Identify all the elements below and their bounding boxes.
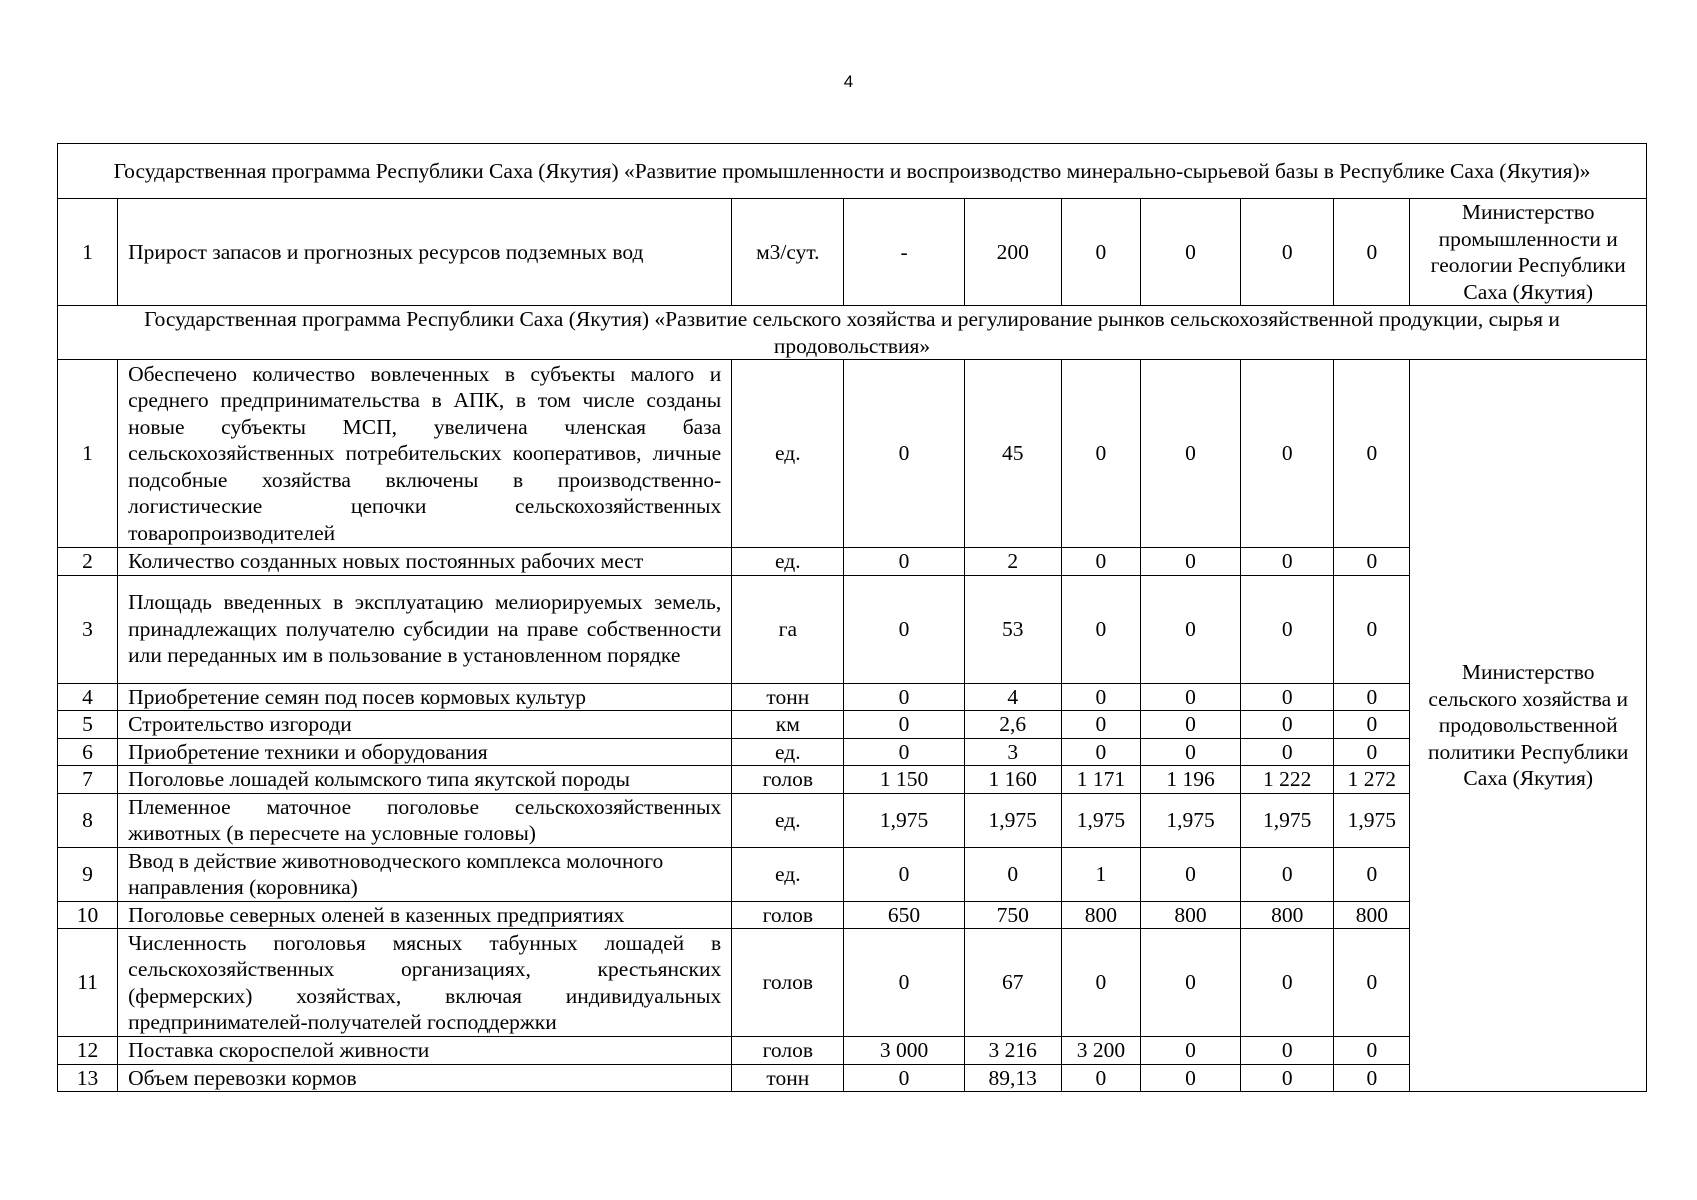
value-cell: 0 xyxy=(964,847,1061,901)
value-cell: - xyxy=(844,199,964,306)
value-cell: 0 xyxy=(844,929,964,1037)
value-cell: 0 xyxy=(1334,199,1410,306)
value-cell: 0 xyxy=(1061,683,1140,711)
row-number: 13 xyxy=(58,1064,118,1092)
responsible-ministry: Министерство сельского хозяйства и продовольственной политики Республики Саха (Якутия) xyxy=(1410,360,1647,1092)
value-cell: 1 171 xyxy=(1061,766,1140,794)
value-cell: 0 xyxy=(844,738,964,766)
table-row xyxy=(58,575,1647,683)
value-cell: 800 xyxy=(1061,901,1140,929)
row-number: 8 xyxy=(58,793,118,847)
value-cell: 0 xyxy=(1334,548,1410,576)
unit-cell: км xyxy=(732,711,844,739)
indicator-name: Поголовье северных оленей в казенных предприятиях xyxy=(118,901,732,929)
value-cell: 53 xyxy=(964,575,1061,683)
unit-cell: ед. xyxy=(732,360,844,548)
unit-cell: тонн xyxy=(732,1064,844,1092)
program-title-agriculture: Государственная программа Республики Саха (Якутия) «Развитие сельского хозяйства и регулирование рынков сельскохозяйственной продукции, сырья и продовольствия» xyxy=(58,306,1647,360)
value-cell: 3 200 xyxy=(1061,1037,1140,1065)
unit-cell: тонн xyxy=(732,683,844,711)
value-cell: 1 272 xyxy=(1334,766,1410,794)
value-cell: 1 160 xyxy=(964,766,1061,794)
value-cell: 89,13 xyxy=(964,1064,1061,1092)
value-cell: 2 xyxy=(964,548,1061,576)
value-cell: 0 xyxy=(1061,575,1140,683)
unit-cell: м3/сут. xyxy=(732,199,844,306)
value-cell: 0 xyxy=(1140,1037,1240,1065)
value-cell: 0 xyxy=(1061,360,1140,548)
value-cell: 650 xyxy=(844,901,964,929)
row-number: 10 xyxy=(58,901,118,929)
value-cell: 0 xyxy=(1241,199,1334,306)
value-cell: 0 xyxy=(1334,847,1410,901)
value-cell: 3 xyxy=(964,738,1061,766)
unit-cell: голов xyxy=(732,929,844,1037)
row-number: 6 xyxy=(58,738,118,766)
value-cell: 0 xyxy=(1140,360,1240,548)
value-cell: 0 xyxy=(1140,575,1240,683)
value-cell: 0 xyxy=(1061,711,1140,739)
table-row xyxy=(58,793,1647,847)
value-cell: 45 xyxy=(964,360,1061,548)
indicator-name: Объем перевозки кормов xyxy=(118,1064,732,1092)
row-number: 12 xyxy=(58,1037,118,1065)
value-cell: 0 xyxy=(1334,929,1410,1037)
table-row xyxy=(58,847,1647,901)
value-cell: 67 xyxy=(964,929,1061,1037)
unit-cell: голов xyxy=(732,1037,844,1065)
value-cell: 750 xyxy=(964,901,1061,929)
indicator-name: Поставка скороспелой живности xyxy=(118,1037,732,1065)
row-number: 7 xyxy=(58,766,118,794)
value-cell: 0 xyxy=(1061,548,1140,576)
value-cell: 0 xyxy=(1241,711,1334,739)
unit-cell: га xyxy=(732,575,844,683)
unit-cell: ед. xyxy=(732,847,844,901)
row-number: 1 xyxy=(58,360,118,548)
value-cell: 2,6 xyxy=(964,711,1061,739)
table-row xyxy=(58,711,1647,739)
value-cell: 0 xyxy=(1061,1064,1140,1092)
table-row xyxy=(58,766,1647,794)
value-cell: 1 222 xyxy=(1241,766,1334,794)
unit-cell: ед. xyxy=(732,738,844,766)
value-cell: 1,975 xyxy=(1140,793,1240,847)
row-number: 9 xyxy=(58,847,118,901)
value-cell: 1 xyxy=(1061,847,1140,901)
value-cell: 0 xyxy=(1241,575,1334,683)
value-cell: 0 xyxy=(1140,711,1240,739)
value-cell: 800 xyxy=(1334,901,1410,929)
value-cell: 1,975 xyxy=(844,793,964,847)
indicator-name: Поголовье лошадей колымского типа якутской породы xyxy=(118,766,732,794)
value-cell: 0 xyxy=(1334,1037,1410,1065)
value-cell: 4 xyxy=(964,683,1061,711)
program-title-industry: Государственная программа Республики Саха (Якутия) «Развитие промышленности и воспроизводство минерально-сырьевой базы в Республике Саха (Якутия)» xyxy=(58,144,1647,199)
value-cell: 0 xyxy=(1241,683,1334,711)
value-cell: 0 xyxy=(1334,683,1410,711)
value-cell: 200 xyxy=(964,199,1061,306)
value-cell: 1,975 xyxy=(1241,793,1334,847)
indicator-name: Племенное маточное поголовье сельскохозяйственных животных (в пересчете на условные головы) xyxy=(118,793,732,847)
table-row xyxy=(58,1064,1647,1092)
responsible-ministry: Министерство промышленности и геологии Республики Саха (Якутия) xyxy=(1410,199,1647,306)
value-cell: 0 xyxy=(1140,847,1240,901)
value-cell: 0 xyxy=(1241,1064,1334,1092)
page-number: 4 xyxy=(843,72,854,91)
indicator-name: Площадь введенных в эксплуатацию мелиорируемых земель, принадлежащих получателю субсидии на праве собственности или переданных им в пользование в установленном порядке xyxy=(118,575,732,683)
indicator-name: Приобретение семян под посев кормовых культур xyxy=(118,683,732,711)
row-number: 1 xyxy=(58,199,118,306)
unit-cell: ед. xyxy=(732,793,844,847)
value-cell: 0 xyxy=(844,360,964,548)
table-row xyxy=(58,1037,1647,1065)
value-cell: 0 xyxy=(1334,738,1410,766)
row-number: 3 xyxy=(58,575,118,683)
table-row xyxy=(58,360,1647,548)
table-row xyxy=(58,901,1647,929)
row-number: 4 xyxy=(58,683,118,711)
value-cell: 0 xyxy=(1241,738,1334,766)
value-cell: 3 216 xyxy=(964,1037,1061,1065)
unit-cell: голов xyxy=(732,901,844,929)
value-cell: 0 xyxy=(1061,738,1140,766)
indicator-name: Прирост запасов и прогнозных ресурсов подземных вод xyxy=(118,199,732,306)
table-row xyxy=(58,548,1647,576)
value-cell: 0 xyxy=(1140,738,1240,766)
table-row xyxy=(58,929,1647,1037)
value-cell: 0 xyxy=(1140,683,1240,711)
indicator-name: Обеспечено количество вовлеченных в субъекты малого и среднего предпринимательства в АПК, в том числе созданы новые субъекты МСП, увеличена членская база сельскохозяйственных потребительских кооперативов, личные подсобные хозяйства включены в производственно-логистические цепочки сельскохозяйственных товаропроизводителей xyxy=(118,360,732,548)
value-cell: 3 000 xyxy=(844,1037,964,1065)
table-row xyxy=(58,738,1647,766)
value-cell: 0 xyxy=(1061,929,1140,1037)
value-cell: 1,975 xyxy=(1334,793,1410,847)
value-cell: 1,975 xyxy=(964,793,1061,847)
program-header-row xyxy=(58,306,1647,360)
program-header-row xyxy=(58,144,1647,199)
value-cell: 0 xyxy=(844,683,964,711)
value-cell: 0 xyxy=(1140,1064,1240,1092)
indicator-name: Ввод в действие животноводческого комплекса молочного направления (коровника) xyxy=(118,847,732,901)
value-cell: 0 xyxy=(1140,199,1240,306)
value-cell: 0 xyxy=(1334,711,1410,739)
unit-cell: ед. xyxy=(732,548,844,576)
value-cell: 0 xyxy=(844,1064,964,1092)
indicator-name: Количество созданных новых постоянных рабочих мест xyxy=(118,548,732,576)
value-cell: 0 xyxy=(844,711,964,739)
row-number: 5 xyxy=(58,711,118,739)
value-cell: 0 xyxy=(1241,360,1334,548)
value-cell: 0 xyxy=(844,575,964,683)
value-cell: 0 xyxy=(1334,360,1410,548)
value-cell: 1,975 xyxy=(1061,793,1140,847)
value-cell: 0 xyxy=(1241,1037,1334,1065)
indicator-name: Приобретение техники и оборудования xyxy=(118,738,732,766)
value-cell: 0 xyxy=(1140,548,1240,576)
value-cell: 1 196 xyxy=(1140,766,1240,794)
value-cell: 0 xyxy=(1334,575,1410,683)
value-cell: 0 xyxy=(844,847,964,901)
value-cell: 0 xyxy=(844,548,964,576)
indicator-name: Численность поголовья мясных табунных лошадей в сельскохозяйственных организациях, крестьянских (фермерских) хозяйствах, включая индивидуальных предпринимателей-получателей господдержки xyxy=(118,929,732,1037)
indicator-name: Строительство изгороди xyxy=(118,711,732,739)
value-cell: 800 xyxy=(1241,901,1334,929)
value-cell: 0 xyxy=(1241,929,1334,1037)
value-cell: 800 xyxy=(1140,901,1240,929)
table-row xyxy=(58,683,1647,711)
row-number: 2 xyxy=(58,548,118,576)
value-cell: 0 xyxy=(1241,847,1334,901)
value-cell: 1 150 xyxy=(844,766,964,794)
value-cell: 0 xyxy=(1241,548,1334,576)
value-cell: 0 xyxy=(1334,1064,1410,1092)
table-row xyxy=(58,199,1647,306)
indicators-table xyxy=(57,143,1647,1092)
value-cell: 0 xyxy=(1061,199,1140,306)
value-cell: 0 xyxy=(1140,929,1240,1037)
unit-cell: голов xyxy=(732,766,844,794)
row-number: 11 xyxy=(58,929,118,1037)
